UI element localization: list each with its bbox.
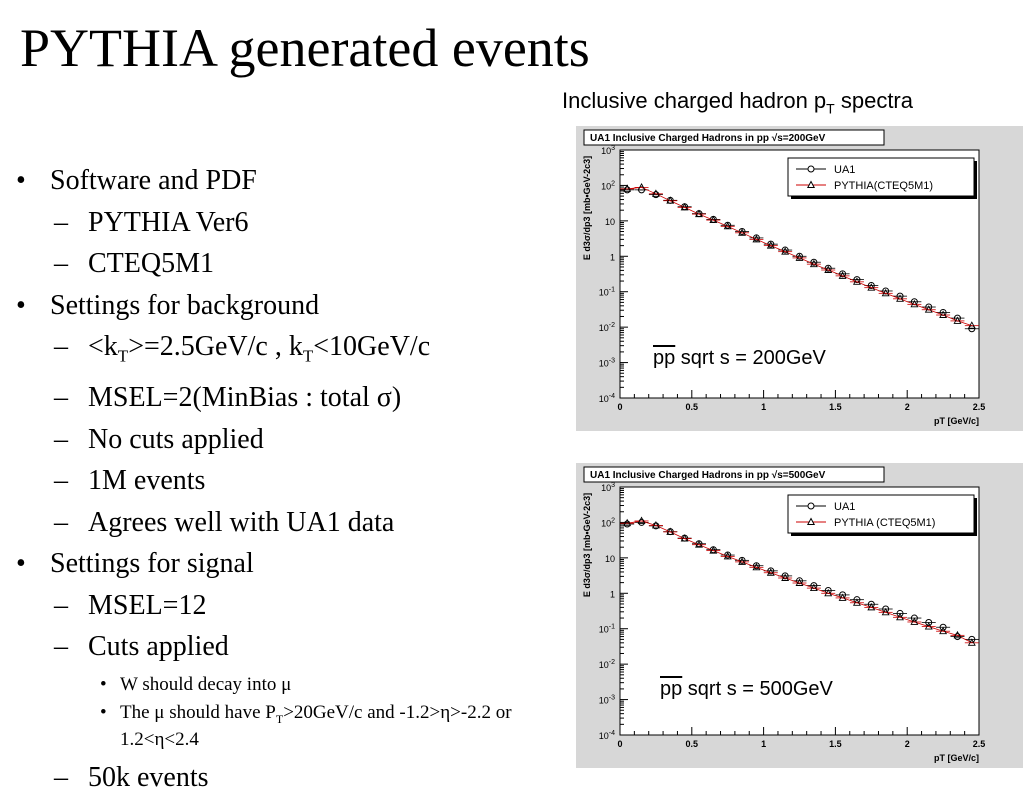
y-tick-label (599, 624, 615, 635)
y-tick-label (599, 659, 615, 670)
y-tick-label (599, 358, 615, 369)
kt-sub-a: T (117, 346, 129, 366)
y-tick-exp: -3 (608, 694, 615, 702)
y-tick-exp: -4 (608, 393, 615, 400)
pbar-mark: $\overline{pp}$ (653, 347, 676, 369)
energy-label-200gev (643, 338, 836, 378)
y-tick-exp: -3 (608, 357, 615, 365)
y-tick-base: 10 (601, 181, 612, 192)
y-tick-label (601, 145, 615, 156)
caption-text: Inclusive charged hadron p (562, 88, 827, 113)
chart-panel-200gev (576, 126, 1023, 431)
legend-label: PYTHIA (CTEQ5M1) (834, 517, 936, 529)
bullet-cuts: – Cuts applied (14, 626, 564, 668)
bullet-mu-cut (14, 702, 564, 752)
x-tick-label: 0.5 (685, 402, 699, 412)
y-tick-label: 1 (609, 252, 615, 263)
y-tick-label (599, 695, 615, 706)
chart-title: UA1 Inclusive Charged Hadrons in pp √s=500GeV (590, 470, 826, 481)
y-tick-label: 10 (604, 553, 615, 564)
mu-sub: T (275, 711, 284, 726)
y-tick-base: 10 (598, 394, 609, 404)
chart-200gev (576, 126, 1023, 431)
bullet-nocuts: – No cuts applied (14, 419, 564, 461)
energy-label-visible: sqrt s = 200GeV (675, 347, 826, 369)
x-tick-label: 1 (761, 402, 767, 412)
x-axis-label: pT [GeV/c] (933, 416, 979, 426)
y-tick-label: 10 (604, 216, 615, 227)
y-tick-base: 10 (601, 483, 612, 493)
bullet-agrees: – Agrees well with UA1 data (14, 502, 564, 544)
y-tick-base: 10 (601, 518, 612, 529)
y-tick-label (601, 482, 615, 493)
x-tick-label: 0 (617, 739, 623, 749)
y-axis-label: E d3σ/dp3 [mb•GeV-2c3] (582, 155, 592, 261)
y-tick-base: 10 (598, 287, 609, 298)
y-tick-label (599, 287, 615, 298)
kt-text-b: >=2.5GeV/c , k (128, 331, 303, 362)
y-tick-exp: 3 (611, 482, 615, 489)
energy-label-500gev (650, 669, 843, 709)
legend-label: PYTHIA(CTEQ5M1) (834, 180, 934, 192)
kt-text-a: <k (88, 331, 118, 362)
y-tick-exp: -1 (608, 623, 615, 631)
y-tick-base: 10 (598, 323, 609, 334)
x-tick-label: 1.5 (829, 739, 842, 749)
pbar-mark: $\overline{pp}$ (660, 678, 683, 700)
x-tick-label: 2 (904, 402, 910, 412)
energy-label-visible: sqrt s = 500GeV (682, 678, 833, 700)
caption-subscript: T (826, 100, 835, 117)
y-tick-base: 10 (598, 731, 609, 741)
y-tick-base: 10 (598, 660, 609, 671)
y-tick-label: 1 (609, 589, 615, 600)
x-tick-label: 1 (761, 739, 767, 749)
x-axis-label: pT [GeV/c] (933, 753, 979, 763)
legend-marker-circle (808, 503, 814, 509)
y-tick-exp: -4 (608, 730, 615, 737)
legend-label: UA1 (834, 164, 856, 176)
y-tick-label (601, 180, 615, 191)
legend-label: UA1 (834, 501, 856, 513)
bullet-1m-events: – 1M events (14, 460, 564, 502)
y-axis-label: E d3σ/dp3 [mb•GeV-2c3] (582, 492, 592, 598)
y-tick-base: 10 (598, 695, 609, 706)
y-tick-exp: -2 (608, 322, 615, 330)
kt-text-c: <10GeV/c (313, 331, 431, 362)
bullet-msel12: – MSEL=12 (14, 585, 564, 627)
x-tick-label: 2 (904, 739, 910, 749)
chart-500gev (576, 463, 1023, 768)
mu-text-b: >20GeV/c and -1.2>η>-2.2 or 1.2<η<2.4 (120, 701, 512, 751)
y-tick-exp: 2 (611, 180, 615, 188)
bullet-software: • Software and PDF (14, 160, 564, 202)
chart-section-caption (562, 88, 913, 116)
y-tick-base: 10 (598, 624, 609, 635)
bullet-pythia: – PYTHIA Ver6 (14, 202, 564, 244)
bullet-sig-settings: • Settings for signal (14, 543, 564, 585)
y-tick-exp: -2 (608, 659, 615, 667)
y-tick-label (599, 322, 615, 333)
y-tick-label (601, 517, 615, 528)
y-tick-exp: 2 (611, 517, 615, 525)
bullet-kt (14, 326, 564, 377)
bullet-cteq: – CTEQ5M1 (14, 243, 564, 285)
bullet-msel2: – MSEL=2(MinBias : total σ) (14, 377, 564, 419)
chart-title: UA1 Inclusive Charged Hadrons in pp √s=200GeV (590, 133, 826, 144)
chart-panel-500gev (576, 463, 1023, 768)
x-tick-label: 2.5 (972, 402, 986, 412)
x-tick-label: 2.5 (972, 739, 986, 749)
y-tick-label (599, 393, 615, 404)
x-tick-label: 0.5 (685, 739, 699, 749)
y-tick-base: 10 (601, 146, 612, 156)
bullet-50k-events: – 50k events (14, 757, 564, 799)
x-tick-label: 0 (617, 402, 623, 412)
kt-sub-b: T (302, 346, 314, 366)
caption-tail: spectra (834, 88, 913, 113)
y-tick-exp: 3 (611, 145, 615, 152)
bullet-wdecay: • W should decay into μ (14, 674, 564, 696)
mu-text-a: The μ should have P (120, 701, 276, 723)
y-tick-label (599, 730, 615, 741)
page-title: PYTHIA generated events (20, 18, 590, 78)
x-tick-label: 1.5 (829, 402, 842, 412)
bullet-bg-settings: • Settings for background (14, 285, 564, 327)
y-tick-exp: -1 (608, 286, 615, 294)
y-tick-base: 10 (598, 358, 609, 369)
bullet-list (14, 160, 564, 799)
legend-marker-circle (808, 166, 814, 172)
